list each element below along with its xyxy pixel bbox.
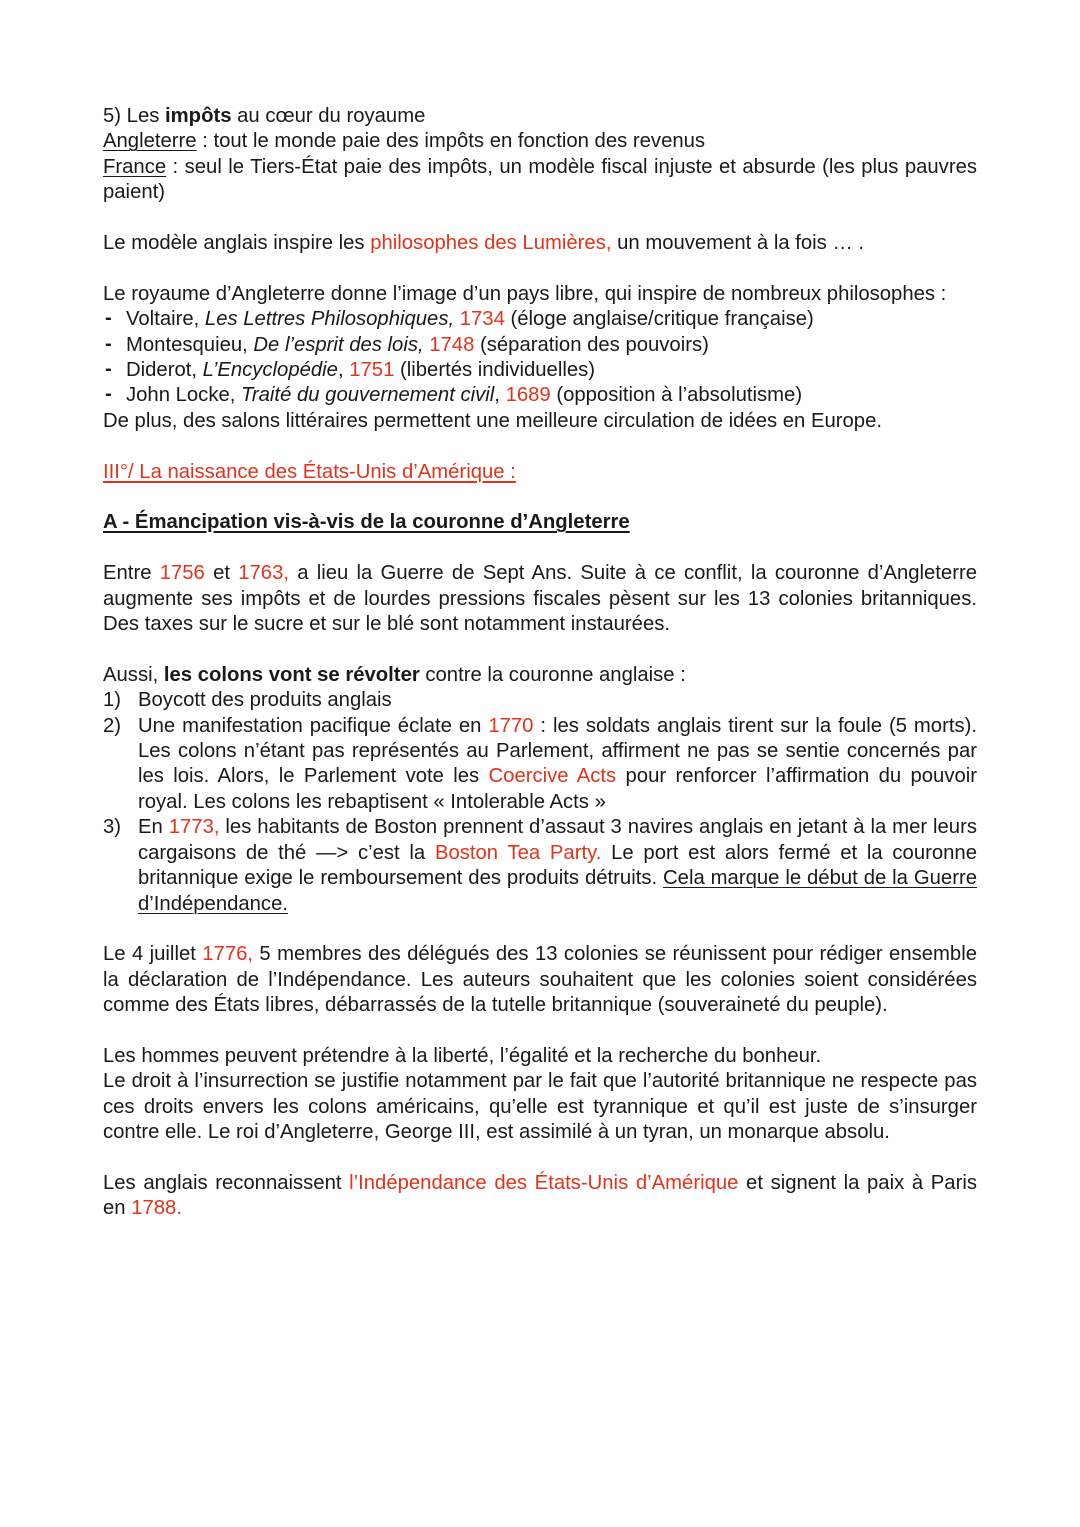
list-item: 3) En 1773, les habitants de Boston prennent d’assaut 3 navires anglais en jetant à la mer leurs cargaisons de thé —> c’est la Boston Tea Party. Le port est alors fermé et la couronne britannique exige le remboursement des produits détruits. Cela marque le début de la Guerre d’Indépendance.	[103, 816, 977, 915]
rights-line: Les hommes peuvent prétendre à la liberté, l’égalité et la recherche du bonheur.	[103, 1044, 822, 1067]
section-3-title: III°/ La naissance des États-Unis d’Amérique :	[103, 460, 516, 483]
revolt-intro: Aussi, les colons vont se révolter contre la couronne anglaise :	[103, 663, 686, 686]
list-item: - Voltaire, Les Lettres Philosophiques, 1734 (éloge anglaise/critique française)	[103, 307, 977, 332]
list-item: - Montesquieu, De l’esprit des lois, 1748 (séparation des pouvoirs)	[103, 333, 977, 358]
list-item: - Diderot, L’Encyclopédie, 1751 (libertés individuelles)	[103, 358, 977, 383]
seven-years-war-paragraph: Entre 1756 et 1763, a lieu la Guerre de Sept Ans. Suite à ce conflit, la couronne d’Angleterre augmente ses impôts et de lourdes pressions fiscales pèsent sur les 13 colonies britanniques. Des taxes sur le sucre et sur le blé sont notamment instaurées.	[103, 562, 977, 636]
list-item: 1) Boycott des produits anglais	[103, 689, 392, 712]
peace-paragraph: Les anglais reconnaissent l’Indépendance des États-Unis d’Amérique et signent la paix à Paris en 1788.	[103, 1171, 977, 1220]
insurrection-paragraph: Le droit à l’insurrection se justifie notamment par le fait que l’autorité britannique ne respecte pas ces droits envers les colons américains, qu’elle est tyrannique et qu’il est juste de s’insurger contre elle. Le roi d’Angleterre, George III, est assimilé à un tyran, un monarque absolu.	[103, 1070, 977, 1144]
salons-line: De plus, des salons littéraires permettent une meilleure circulation de idées en Europe.	[103, 409, 882, 432]
revolt-list	[103, 688, 977, 917]
france-line: France : seul le Tiers-État paie des impôts, un modèle fiscal injuste et absurde (les plus pauvres paient)	[103, 155, 977, 204]
england-line: Angleterre : tout le monde paie des impôts en fonction des revenus	[103, 130, 706, 153]
section-5-title: 5) Les impôts au cœur du royaume	[103, 105, 426, 127]
independence-paragraph: Le 4 juillet 1776, 5 membres des délégués des 13 colonies se réunissent pour rédiger ensemble la déclaration de l’Indépendance. Les auteurs souhaitent que les colonies soient considérées comme des États libres, débarrassés de la tutelle britannique (souveraineté du peuple).	[103, 943, 977, 1017]
france-label: France	[103, 155, 167, 178]
philosophers-list	[103, 307, 977, 409]
royaume-paragraph: Le royaume d’Angleterre donne l’image d’un pays libre, qui inspire de nombreux philosophes :	[103, 282, 947, 305]
keyword-impots: impôts	[165, 105, 232, 127]
document-page	[103, 104, 977, 1222]
list-item: 2) Une manifestation pacifique éclate en 1770 : les soldats anglais tirent sur la foule (5 morts). Les colons n’étant pas représentés au Parlement, affirment ne pas se sentie concernés par les lois. Alors, le Parlement vote les Coercive Acts pour renforcer l’affirmation du pouvoir royal. Les colons les rebaptisent « Intolerable Acts »	[103, 714, 978, 813]
subsection-a-title: A - Émancipation vis-à-vis de la couronne d’Angleterre	[103, 511, 630, 534]
england-label: Angleterre	[103, 130, 197, 153]
model-paragraph: Le modèle anglais inspire les philosophes des Lumières, un mouvement à la fois … .	[103, 232, 864, 255]
highlight-lumieres: philosophes des Lumières,	[370, 232, 612, 255]
list-item: - John Locke, Traité du gouvernement civil, 1689 (opposition à l’absolutisme)	[103, 383, 977, 408]
